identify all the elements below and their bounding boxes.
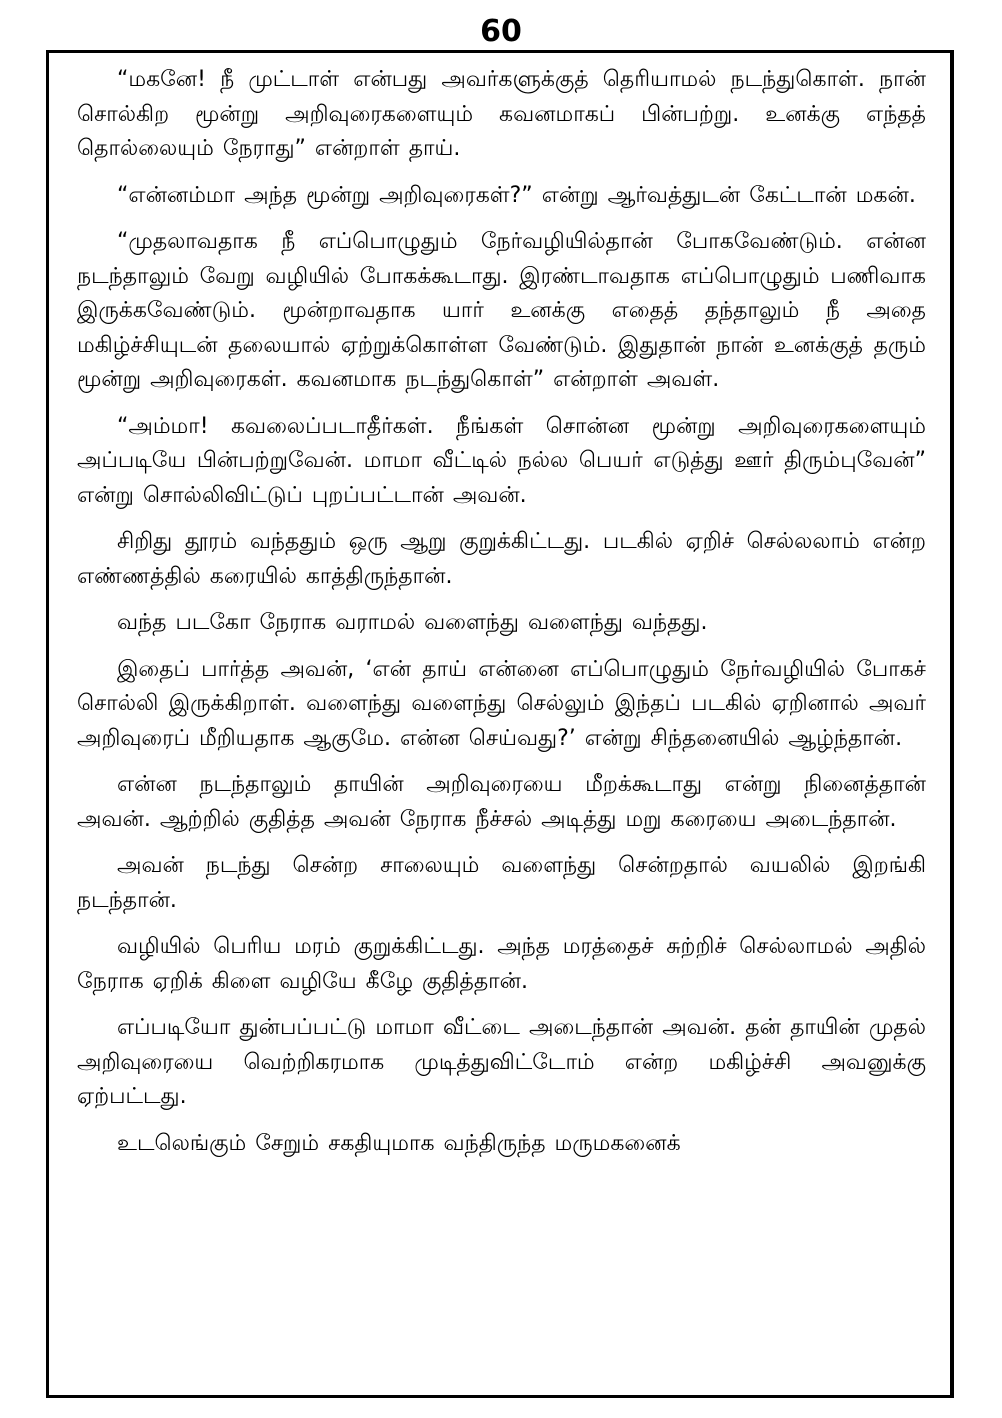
paragraph-2: “என்னம்மா அந்த மூன்று அறிவுரைகள்?” என்று ஆர்வத்துடன் கேட்டான் மகன். — [117, 182, 916, 208]
paragraph-1: “மகனே! நீ முட்டாள் என்பது அவர்களுக்குத் தெரியாமல் நடந்துகொள். நான் சொல்கிற மூன்று அறிவுரைகளையும் கவனமாகப் பின்பற்று. உனக்கு எந்தத் தொல்லையும் நேராது” என்றாள் தாய். — [77, 67, 926, 161]
paragraph-5: சிறிது தூரம் வந்ததும் ஒரு ஆறு குறுக்கிட்டது. படகில் ஏறிச் செல்லலாம் என்ற எண்ணத்தில் கரையில் காத்திருந்தான். — [77, 529, 926, 589]
paragraph-12: உடலெங்கும் சேறும் சகதியுமாக வந்திருந்த மருமகனைக் — [117, 1130, 681, 1156]
paragraph-9: அவன் நடந்து சென்ற சாலையும் வளைந்து சென்றதால் வயலில் இறங்கி நடந்தான். — [77, 853, 926, 913]
paragraph-3: “முதலாவதாக நீ எப்பொழுதும் நேர்வழியில்தான் போகவேண்டும். என்ன நடந்தாலும் வேறு வழியில் போகக்கூடாது. இரண்டாவதாக எப்பொழுதும் பணிவாக இருக்கவேண்டும். மூன்றாவதாக யார் உனக்கு எதைத் தந்தாலும் நீ அதை மகிழ்ச்சியுடன் தலையால் ஏற்றுக்கொள்ள வேண்டும். இதுதான் நான் உனக்குத் தரும் மூன்று அறிவுரைகள். கவனமாக நடந்துகொள்” என்றாள் அவள். — [77, 229, 926, 392]
paragraph-4: “அம்மா! கவலைப்படாதீர்கள். நீங்கள் சொன்ன மூன்று அறிவுரைகளையும் அப்படியே பின்பற்றுவேன். மாமா வீட்டில் நல்ல பெயர் எடுத்து ஊர் திரும்புவேன்” என்று சொல்லிவிட்டுப் புறப்பட்டான் அவன். — [77, 413, 926, 508]
paragraph-11: எப்படியோ துன்பப்பட்டு மாமா வீட்டை அடைந்தான் அவன். தன் தாயின் முதல் அறிவுரையை வெற்றிகரமாக முடித்துவிட்டோம் என்ற மகிழ்ச்சி அவனுக்கு ஏற்பட்டது. — [77, 1015, 926, 1109]
page-number: 60 — [480, 14, 522, 49]
paragraph-8: என்ன நடந்தாலும் தாயின் அறிவுரையை மீறக்கூடாது என்று நினைத்தான் அவன். ஆற்றில் குதித்த அவன் நேராக நீச்சல் அடித்து மறு கரையை அடைந்தான். — [77, 772, 926, 832]
paragraph-7: இதைப் பார்த்த அவன், ‘என் தாய் என்னை எப்பொழுதும் நேர்வழியில் போகச் சொல்லி இருக்கிறாள். வளைந்து வளைந்து செல்லும் இந்தப் படகில் ஏறினால் அவர் அறிவுரைப் மீறியதாக ஆகுமே. என்ன செய்வது?’ என்று சிந்தனையில் ஆழ்ந்தான். — [77, 656, 926, 751]
paragraph-6: வந்த படகோ நேராக வராமல் வளைந்து வளைந்து வந்தது. — [117, 610, 708, 635]
paragraph-10: வழியில் பெரிய மரம் குறுக்கிட்டது. அந்த மரத்தைச் சுற்றிச் செல்லாமல் அதில் நேராக ஏறிக் கிளை வழியே கீழே குதித்தான். — [77, 934, 926, 994]
page-frame — [46, 50, 954, 1398]
